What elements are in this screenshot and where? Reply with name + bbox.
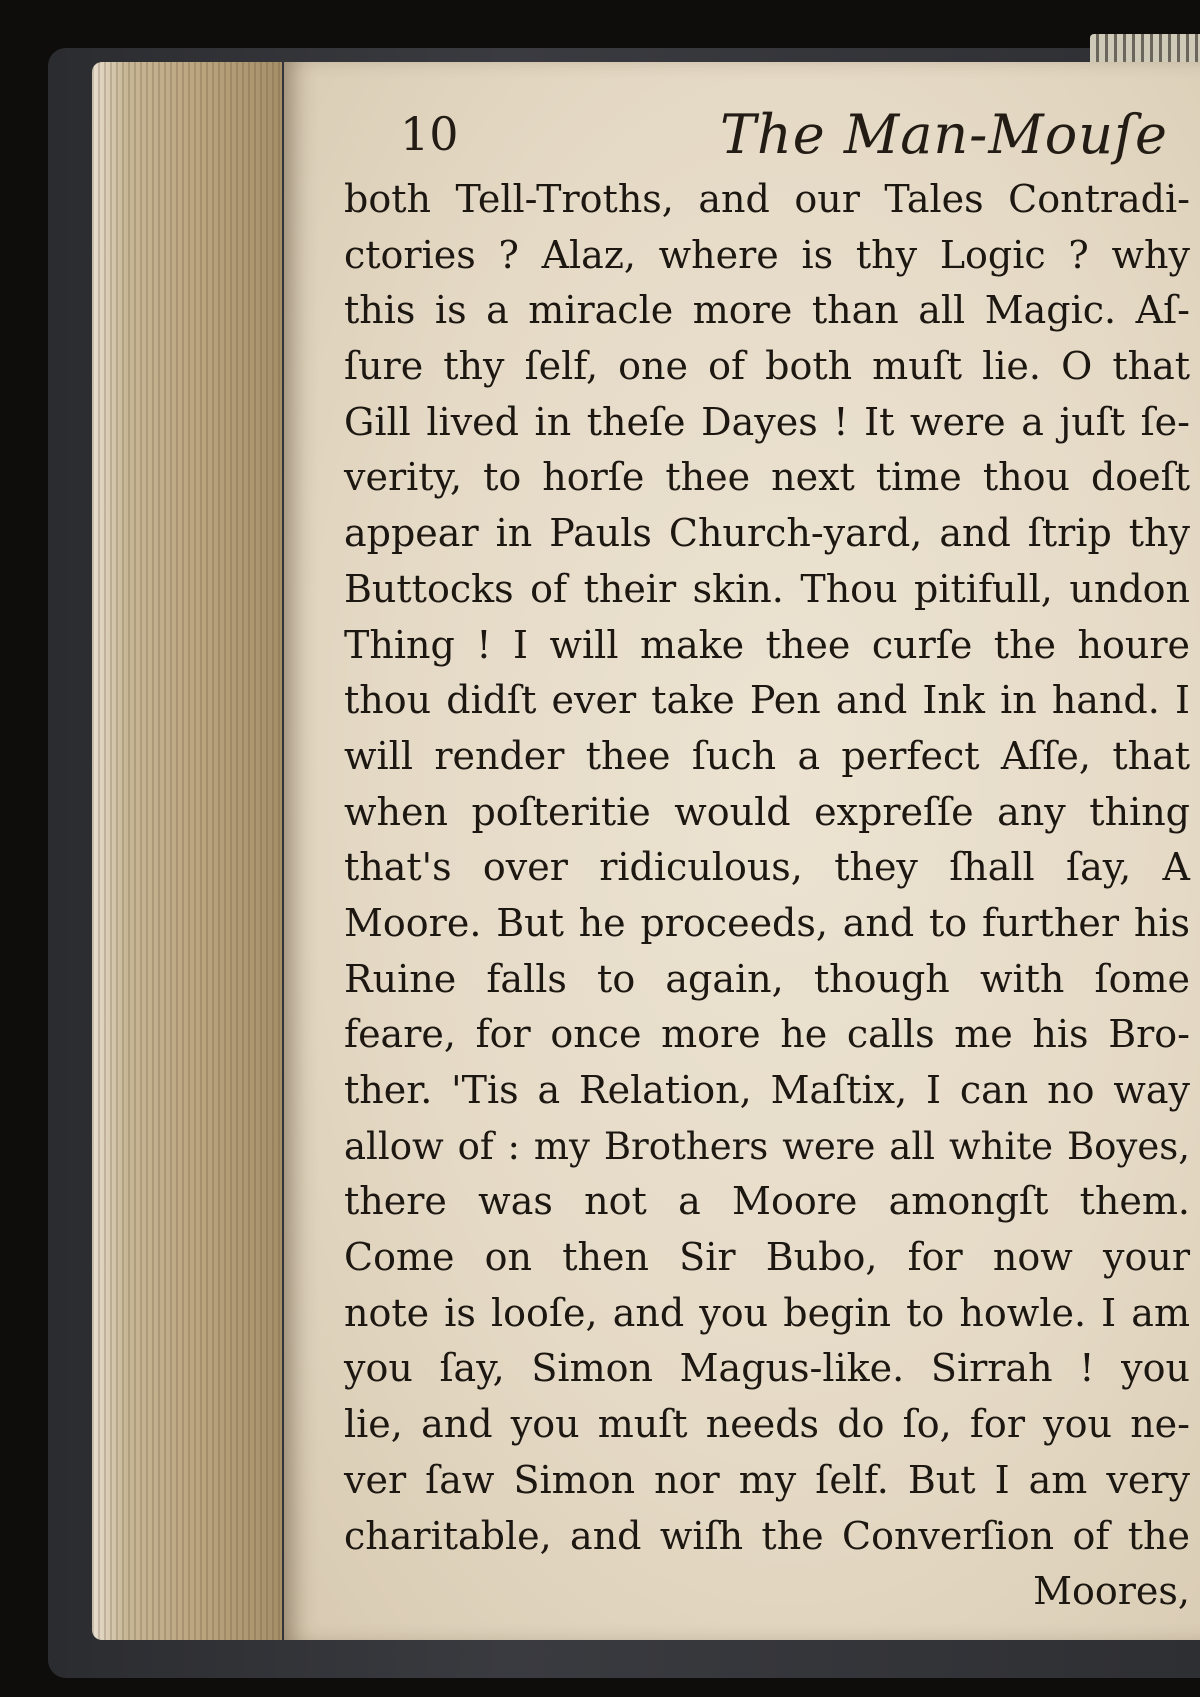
text-line: Ruine falls to again, though with ſome: [344, 956, 1190, 1001]
running-title: The Man-Mouſe: [720, 103, 1168, 166]
body-text: [344, 172, 1190, 1620]
text-line: Moore. But he proceeds, and to further his: [344, 900, 1190, 945]
page-number: 10: [400, 107, 459, 161]
text-line: there was not a Moore amongſt them.: [344, 1179, 1190, 1224]
text-line: ſure thy ſelf, one of both muſt lie. O that: [344, 344, 1190, 389]
text-line: note is looſe, and you begin to howle. I am: [344, 1290, 1190, 1335]
text-line: that's over ridiculous, they ſhall ſay, A: [344, 845, 1190, 890]
text-line: feare, for once more he calls me his Bro-: [344, 1012, 1190, 1057]
text-line: charitable, and wiſh the Converſion of the: [344, 1513, 1190, 1558]
book-page: [284, 62, 1200, 1640]
text-line: appear in Pauls Church-yard, and ſtrip thy: [344, 511, 1190, 556]
text-line: thou didſt ever take Pen and Ink in hand. I: [344, 678, 1190, 723]
text-line: ver ſaw Simon nor my ſelf. But I am very: [344, 1457, 1190, 1502]
text-line: ther. 'Tis a Relation, Maſtix, I can no way: [344, 1068, 1190, 1112]
text-line: allow of : my Brothers were all white Boyes,: [344, 1124, 1190, 1168]
text-line: Come on then Sir Bubo, for now your: [344, 1235, 1190, 1280]
text-line: this is a miracle more than all Magic. Aſ-: [344, 288, 1190, 333]
text-line: Gill lived in theſe Dayes ! It were a juſt ſe-: [344, 399, 1190, 444]
text-line: Thing ! I will make thee curſe the houre: [344, 622, 1190, 667]
text-line: lie, and you muſt needs do ſo, for you ne-: [344, 1402, 1190, 1447]
text-line: when poſteritie would expreſſe any thing: [344, 789, 1190, 834]
page-stack: [92, 62, 282, 1640]
text-line: ctories ? Alaz, where is thy Logic ? why: [344, 232, 1190, 277]
text-line: Buttocks of their skin. Thou pitifull, undon: [344, 566, 1190, 611]
text-line: you ſay, Simon Magus-like. Sirrah ! you: [344, 1346, 1190, 1391]
text-line: will render thee ſuch a perfect Aſſe, that: [344, 733, 1190, 778]
text-line: both Tell-Troths, and our Tales Contradi-: [344, 177, 1190, 221]
text-line: verity, to horſe thee next time thou doeſt: [344, 455, 1190, 500]
catchword: Moores,: [1033, 1569, 1190, 1614]
